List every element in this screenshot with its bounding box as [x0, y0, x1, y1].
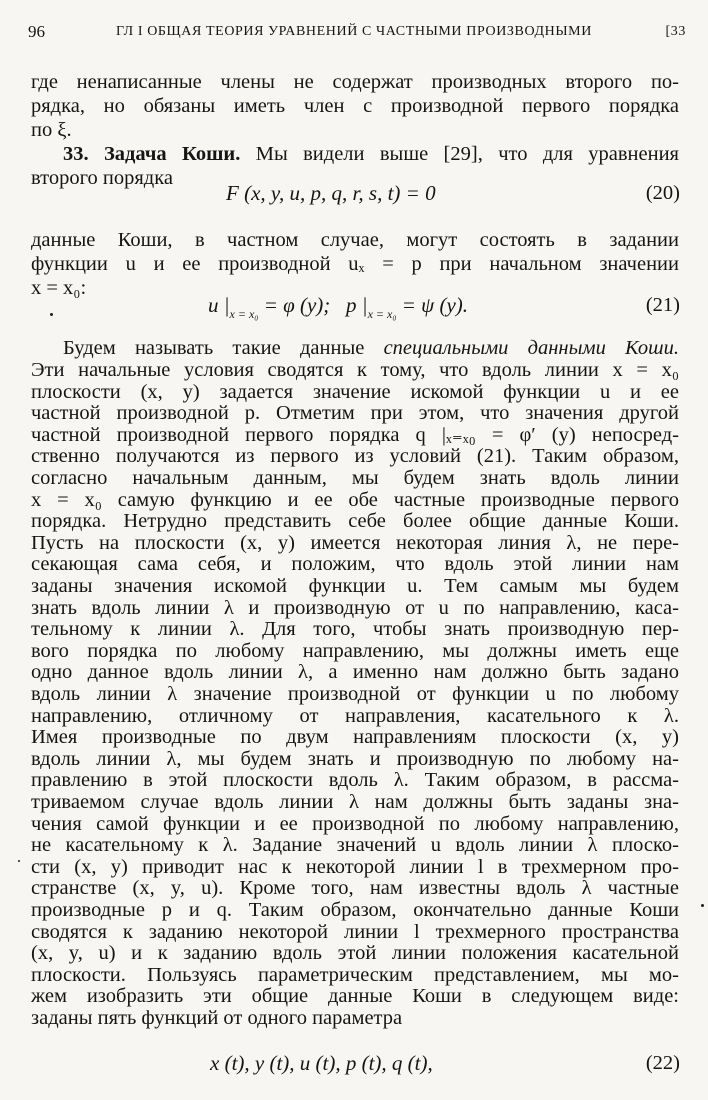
text-line: Пусть на плоскости (x, y) имеется некоторая линия λ, не пере- [31, 531, 679, 554]
eq-part: p | [346, 293, 368, 317]
text-line: Имея производные по двум направлениям плоскости (x, y) [31, 726, 679, 749]
text-line: (x, y, u) и к заданию вдоль этой линии положения касательной [31, 942, 679, 965]
text-line: вдоль линии λ значение производной от функции u по любому [31, 683, 679, 705]
eq-subscript: x = x₀ [229, 307, 259, 321]
text-line: сти (x, y) приводит нас к некоторой линии l в трехмерном про- [31, 855, 679, 878]
equation-21 [208, 292, 468, 327]
section-heading-line [63, 142, 679, 166]
equation-number: (21) [645, 294, 680, 316]
text-line: плоскости (x, y) задается значение искомой функции u и ее [31, 380, 679, 403]
text-line: жем изобразить эти общие данные Коши в следующем виде: [31, 985, 679, 1008]
text-line: функции u и ее производной uₓ = p при начальном значении [31, 253, 679, 275]
print-speck [50, 313, 53, 316]
text-line: заданы пять функций от одного параметра [31, 1007, 403, 1029]
text-line: x = x₀: [31, 277, 87, 299]
text-fragment: Мы видели выше [29], что для уравнения [255, 143, 679, 165]
text-line: тельному к линии λ. Для того, чтобы знать производную пер- [31, 618, 679, 641]
text-line: ственно получаются из первого из условий (21). Таким образом, [31, 445, 679, 468]
print-speck [701, 904, 704, 907]
text-line: правлению в этой плоскости вдоль λ. Таким образом, в рассма- [31, 769, 679, 792]
text-line: сводятся к заданию некоторой линии l трехмерного пространства [31, 920, 679, 943]
text-fragment: Будем называть такие данные [63, 337, 384, 359]
text-line [63, 336, 679, 360]
section-title: 33. Задача Коши. [63, 143, 241, 165]
page-header [28, 22, 686, 46]
text-line: порядка. Нетрудно представить себе более общие данные Коши. [31, 510, 679, 533]
text-line: производные p и q. Таким образом, окончательно данные Коши [31, 899, 679, 921]
equation-number: (20) [645, 182, 680, 204]
text-line: направлению, отличному от направления, касательного к λ. [31, 704, 679, 727]
text-line: рядка, но обязаны иметь член с производной первого порядка [31, 95, 679, 117]
eq-part: = ψ (y). [401, 293, 469, 317]
text-line: не касательному к λ. Задание значений u вдоль линии λ плоско- [31, 834, 679, 857]
equation-20: F (x, y, u, p, q, r, s, t) = 0 [226, 181, 436, 205]
text-line: вого порядка по любому направлению, мы должны иметь еще [31, 639, 679, 662]
text-line: вдоль линии λ, мы будем знать и производную по любому на- [31, 747, 679, 770]
text-line: частной производной p. Отметим при этом, что значения другой [31, 402, 679, 425]
text-line: частной производной первого порядка q |ₓ₌ₓ₀ = φ′ (y) непосред- [31, 423, 679, 446]
text-line: согласно начальным данным, мы будем знать вдоль линии [31, 467, 679, 489]
text-line: где ненаписанные члены не содержат производных второго по- [31, 71, 679, 93]
running-title: ГЛ I ОБЩАЯ ТЕОРИЯ УРАВНЕНИЙ С ЧАСТНЫМИ ПРОИЗВОДНЫМИ [116, 24, 592, 39]
equation-number: (22) [645, 1052, 680, 1074]
text-line: заданы значения искомой функции u. Тем самым мы будем [31, 575, 679, 597]
text-line: по ξ. [31, 119, 72, 141]
text-line: знать вдоль линии λ и производную от u по направлению, каса- [31, 596, 679, 619]
emphasis: специальными данными Коши. [383, 337, 679, 359]
text-line: x = x₀ самую функцию и ее обе частные производные первого [31, 488, 679, 511]
text-line: триваемом случае вдоль линии λ нам должны быть заданы зна- [31, 791, 679, 813]
text-line: одно данное вдоль линии λ, а именно нам должно быть задано [31, 661, 679, 684]
text-line: Эти начальные условия сводятся к тому, что вдоль линии x = x₀ [31, 359, 679, 381]
page-number: 96 [28, 22, 45, 41]
section-marker: [33 [665, 24, 686, 39]
text-line: второго порядка [31, 167, 173, 189]
text-line: данные Коши, в частном случае, могут состоять в задании [31, 229, 679, 251]
text-line: странстве (x, y, u). Кроме того, нам известны вдоль λ частные [31, 877, 679, 900]
text-line: секающая сама себя, и положим, что вдоль этой линии нам [31, 553, 679, 576]
equation-22: x (t), y (t), u (t), p (t), q (t), [210, 1051, 433, 1075]
text-line: плоскости. Пользуясь параметрическим представлением, мы мо- [31, 963, 679, 986]
eq-part: u | [208, 293, 230, 317]
eq-subscript: x = x₀ [367, 307, 397, 321]
text-line: чения самой функции и ее производной по любому направлению, [31, 812, 679, 835]
print-speck [18, 860, 20, 862]
eq-part: = φ (y); [263, 293, 331, 317]
